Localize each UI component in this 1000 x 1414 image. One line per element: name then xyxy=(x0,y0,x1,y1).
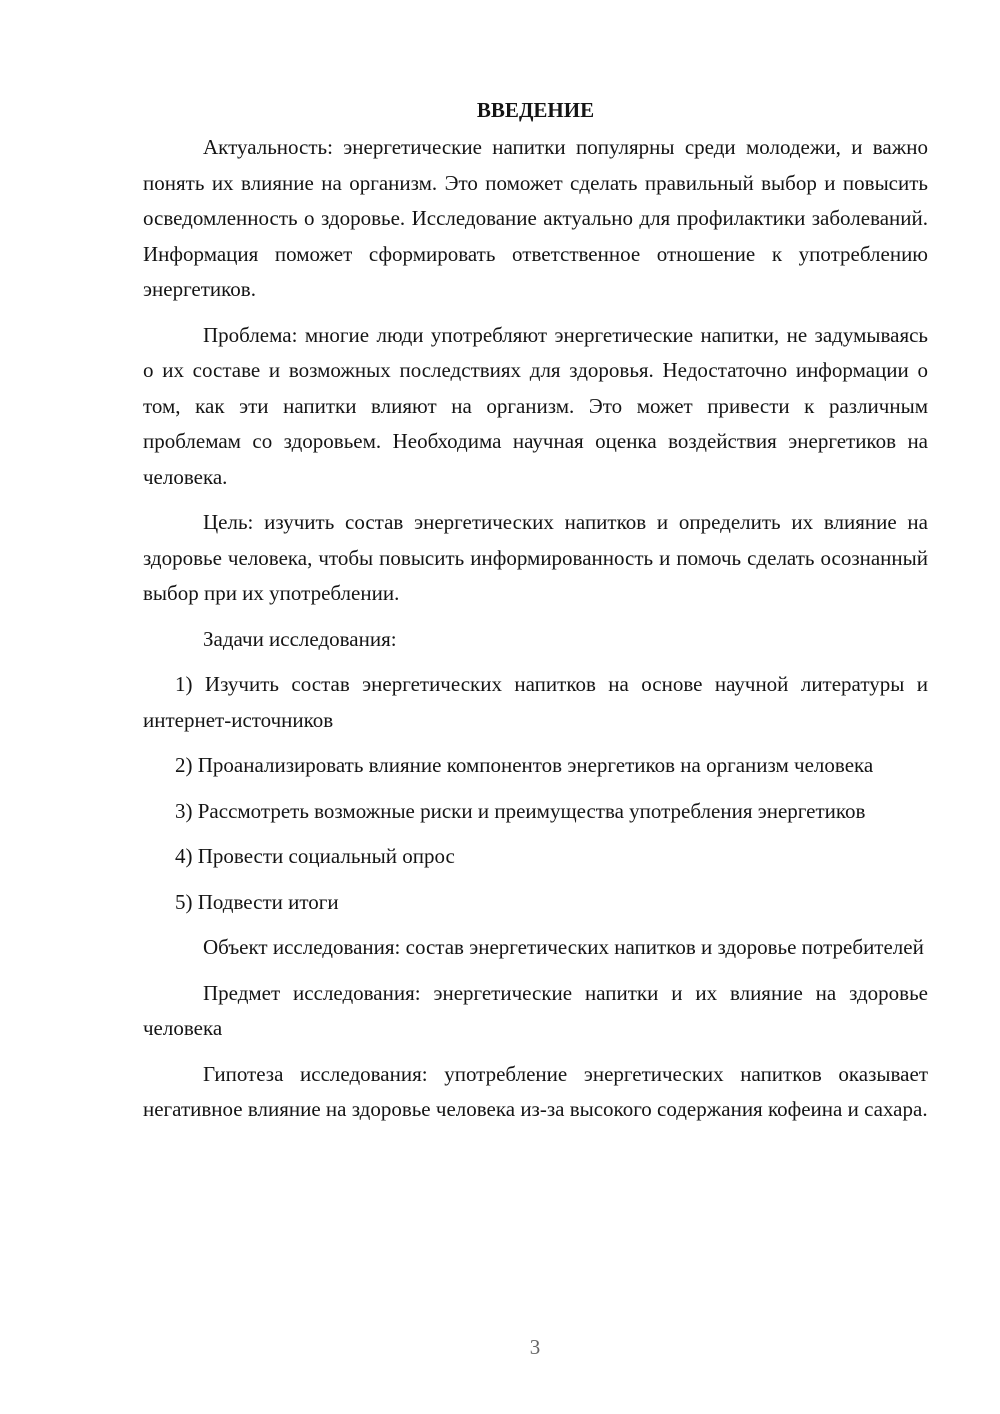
paragraph-problem: Проблема: многие люди употребляют энергетические напитки, не задумываясь о их составе и возможных последствиях для здоровья. Недостаточно информации о том, как эти напитки влияют на организм. Это может привести к различным проблемам со здоровьем. Необходима научная оценка воздействия энергетиков на человека. xyxy=(143,322,928,489)
task-item-4: 4) Провести социальный опрос xyxy=(175,844,455,868)
paragraph-tasks-heading: Задачи исследования: xyxy=(203,626,397,651)
page-content xyxy=(143,93,928,1138)
paragraph-subject: Предмет исследования: энергетические напитки и их влияние на здоровье человека xyxy=(143,980,928,1040)
task-item-1: 1) Изучить состав энергетических напитков на основе научной литературы и интернет-источников xyxy=(143,672,928,732)
task-item-2: 2) Проанализировать влияние компонентов энергетиков на организм человека xyxy=(175,753,874,777)
task-item-3: 3) Рассмотреть возможные риски и преимущества употребления энергетиков xyxy=(175,798,866,823)
page-title: ВВЕДЕНИЕ xyxy=(476,98,595,122)
paragraph-object: Объект исследования: состав энергетических напитков и здоровье потребителей xyxy=(203,935,924,959)
page-number: 3 xyxy=(529,1335,541,1359)
paragraph-goal: Цель: изучить состав энергетических напитков и определить их влияние на здоровье человека, чтобы повысить информированность и помочь сделать осознанный выбор при их употреблении. xyxy=(143,510,928,605)
paragraph-relevance: Актуальность: энергетические напитки популярны среди молодежи, и важно понять их влияние на организм. Это поможет сделать правильный выбор и повысить осведомленность о здоровье. Исследование актуально для профилактики заболеваний. Информация поможет сформировать ответственное отношение к употреблению энергетиков. xyxy=(143,135,928,301)
paragraph-hypothesis: Гипотеза исследования: употребление энергетических напитков оказывает негативное влияние на здоровье человека из-за высокого содержания кофеина и сахара. xyxy=(143,1061,928,1121)
task-item-5: 5) Подвести итоги xyxy=(175,889,339,914)
